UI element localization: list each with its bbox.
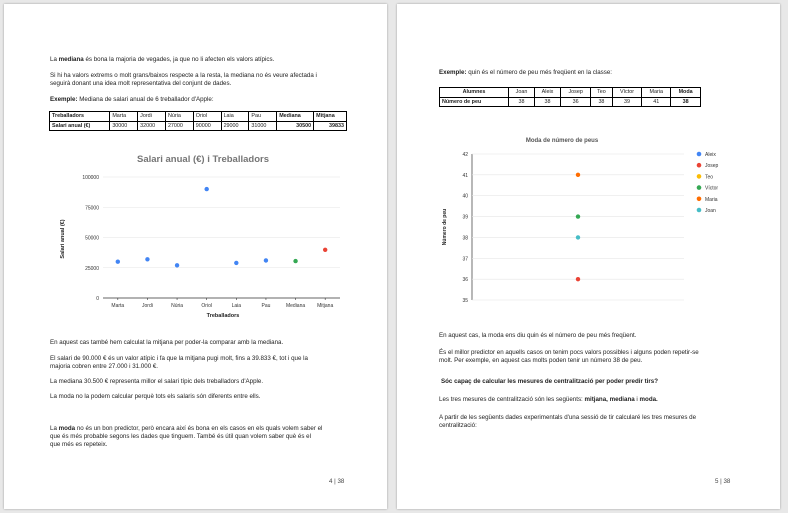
x-ticks xyxy=(111,298,333,309)
table-cell: 36 xyxy=(561,97,591,107)
grid xyxy=(103,177,340,298)
data-point xyxy=(116,260,120,264)
paragraph-moda-no: La moda no la podem calcular perquè tots els salaris són diferents entre ells. xyxy=(50,393,261,400)
y-tick-label: 75000 xyxy=(85,205,99,212)
x-tick-label: Marta xyxy=(111,303,125,309)
legend-marker xyxy=(697,163,702,168)
paragraph-mesures: Les tres mesures de centralització són les següents: mitjana, mediana i moda. xyxy=(439,396,658,403)
paragraph-atipic: El salari de 90.000 € és un valor atípic i fa que la mitjana pugi molt, fins a 39.833 €, tot i que la majoria cobren entre 27.000 i 31.000 €. xyxy=(50,355,308,371)
x-tick-label: Núria xyxy=(171,303,184,309)
y-axis-label: Salari anual (€) xyxy=(60,219,66,259)
legend-label: Josep xyxy=(705,163,719,170)
legend-marker xyxy=(697,185,702,190)
legend-label: Teo xyxy=(705,174,714,181)
legend-marker xyxy=(697,174,702,179)
paragraph-representa: La mediana 30.500 € representa millor el salari típic dels treballadors d'Apple. xyxy=(50,378,264,385)
table-cell: Joan xyxy=(508,88,534,98)
table-cell: Treballadors xyxy=(50,112,110,122)
y-ticks xyxy=(82,175,99,302)
data-point xyxy=(323,248,327,252)
data-point xyxy=(576,173,580,177)
y-tick-label: 37 xyxy=(462,256,468,263)
table-cell: Número de peu xyxy=(440,97,509,107)
table-cell: Jordi xyxy=(138,112,166,122)
table-cell: Maria xyxy=(642,88,671,98)
page-right xyxy=(397,4,780,509)
table-cell: Laia xyxy=(221,112,249,122)
table-cell: 39 xyxy=(612,97,642,107)
chart-title: Salari anual (€) i Treballadors xyxy=(137,154,269,165)
paragraph-extrems: Si hi ha valors extrems o molt grans/baixos respecte a la resta, la mediana no és veure afectada i seguirà donant una idea molt representativa del conjunt de dades. xyxy=(50,72,317,88)
y-tick-label: 25000 xyxy=(85,265,99,272)
table-cell: Núria xyxy=(165,112,193,122)
table-cell: Moda xyxy=(671,88,701,98)
y-tick-label: 36 xyxy=(462,277,468,284)
table-cell: 38 xyxy=(535,97,561,107)
salary-chart xyxy=(48,149,348,324)
table-cell: Teo xyxy=(591,88,612,98)
data-point xyxy=(264,258,268,262)
salary-table xyxy=(49,111,347,131)
legend-label: Joan xyxy=(705,208,716,214)
x-axis-label: Treballadors xyxy=(206,313,240,319)
table-cell: Marta xyxy=(110,112,138,122)
table-cell: 32000 xyxy=(138,121,166,131)
y-ticks xyxy=(462,152,468,304)
table-row xyxy=(440,97,701,107)
x-tick-label: Mitjana xyxy=(317,303,334,309)
y-tick-label: 50000 xyxy=(85,235,99,242)
data-points xyxy=(116,187,328,268)
table-cell: Mediana xyxy=(277,112,314,122)
feet-table xyxy=(439,87,701,107)
data-point xyxy=(145,257,149,261)
table-cell: Salari anual (€) xyxy=(50,121,110,131)
table-row xyxy=(440,88,701,98)
table-cell: 30000 xyxy=(110,121,138,131)
table-cell: 90000 xyxy=(193,121,221,131)
table-cell: Josep xyxy=(561,88,591,98)
table-cell: Alumnes xyxy=(440,88,509,98)
legend-marker xyxy=(697,152,702,157)
table-cell: 39833 xyxy=(314,121,347,131)
table-cell: Víctor xyxy=(612,88,642,98)
page-left xyxy=(4,4,387,509)
y-tick-label: 0 xyxy=(96,296,99,302)
page-number: 5 | 38 xyxy=(715,478,731,485)
y-tick-label: 38 xyxy=(462,235,468,242)
table-cell: Mitjana xyxy=(314,112,347,122)
y-tick-label: 42 xyxy=(462,152,468,158)
table-cell: 38 xyxy=(671,97,701,107)
legend-label: Víctor xyxy=(705,185,719,192)
table-cell: 29000 xyxy=(221,121,249,131)
table-cell: Oriol xyxy=(193,112,221,122)
chart-title: Moda de número de peus xyxy=(525,138,599,144)
data-point xyxy=(576,214,580,218)
data-point xyxy=(234,261,238,265)
table-cell: 38 xyxy=(508,97,534,107)
table-cell: 30500 xyxy=(277,121,314,131)
x-tick-label: Laia xyxy=(231,303,242,309)
y-tick-label: 41 xyxy=(462,172,468,179)
feet-chart xyxy=(437,130,757,310)
x-tick-label: Jordi xyxy=(142,303,153,309)
legend-marker xyxy=(697,197,702,202)
data-point xyxy=(576,277,580,281)
table-cell: 27000 xyxy=(165,121,193,131)
data-point xyxy=(576,235,580,239)
x-tick-label: Oriol xyxy=(201,303,212,309)
paragraph-mediana: La mediana és bona la majoria de vegades, ja que no li afecten els valors atípics. xyxy=(50,56,275,63)
table-cell: 31000 xyxy=(249,121,277,131)
y-tick-label: 39 xyxy=(462,214,468,221)
x-tick-label: Pau xyxy=(261,303,271,309)
section-heading: Sóc capaç de calcular les mesures de centralització per poder predir tirs? xyxy=(441,378,658,385)
y-axis-label: Número de peu xyxy=(442,208,448,246)
table-cell: Aleix xyxy=(535,88,561,98)
table-cell: 38 xyxy=(591,97,612,107)
table-cell: 41 xyxy=(642,97,671,107)
page-number: 4 | 38 xyxy=(329,478,345,485)
data-points xyxy=(576,173,580,282)
example-line: Exemple: quin és el número de peu més freqüent en la classe: xyxy=(439,69,613,76)
paragraph-mitjana: En aquest cas també hem calculat la mitjana per poder-la comparar amb la mediana. xyxy=(50,339,284,346)
table-cell: Pau xyxy=(249,112,277,122)
table-row xyxy=(50,112,347,122)
legend-marker xyxy=(697,208,702,213)
legend-label: Maria xyxy=(705,196,718,203)
data-point xyxy=(204,187,208,191)
paragraph-moda: La moda no és un bon predictor, però encara així és bona en els casos en els quals volem saber el que és més probable segons les dades que tinguem. També és útil quan volem saber què és el que més es repeteix. xyxy=(50,425,323,449)
y-tick-label: 100000 xyxy=(82,175,99,181)
data-point xyxy=(293,259,297,263)
example-line: Exemple: Mediana de salari anual de 6 treballador d'Apple: xyxy=(50,96,214,103)
paragraph-predictor: És el millor predictor en aquells casos on tenim pocs valors possibles i alguns poden repetir-se molt. Per exemple, en aquest cas molts poden tenir un número 38 de peu. xyxy=(439,349,699,365)
y-tick-label: 40 xyxy=(462,193,468,200)
data-point xyxy=(175,263,179,267)
table-row xyxy=(50,121,347,131)
paragraph-dades: A partir de les següents dades experimentals d'una sessió de tir calcularé les tres mesures de centralització: xyxy=(439,414,697,430)
legend xyxy=(697,152,719,214)
y-tick-label: 35 xyxy=(462,298,468,304)
x-tick-label: Mediana xyxy=(285,303,306,309)
legend-label: Aleix xyxy=(705,152,716,158)
paragraph-moda-diu: En aquest cas, la moda ens diu quin és el número de peu més freqüent. xyxy=(439,332,637,339)
